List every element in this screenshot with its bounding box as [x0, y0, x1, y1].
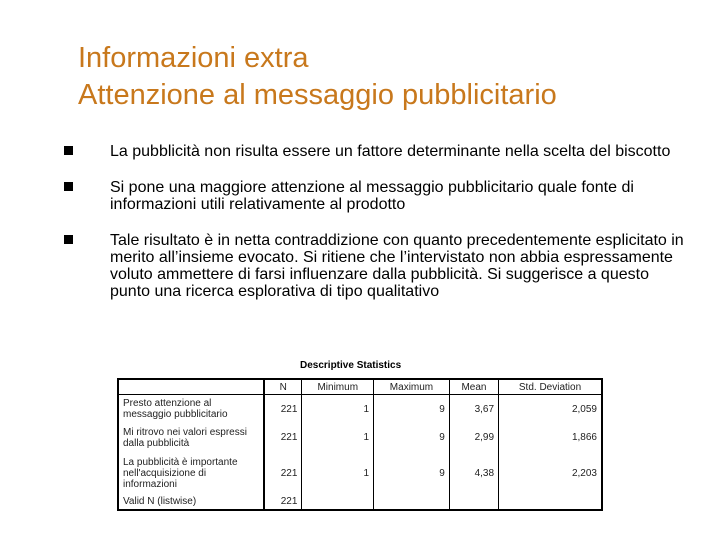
header-cell	[119, 380, 264, 395]
cell-mean	[449, 495, 498, 509]
cell-minimum: 1	[302, 424, 374, 452]
stats-table-frame	[117, 378, 603, 511]
table-header-row	[119, 380, 601, 395]
cell-std-deviation: 1,866	[499, 424, 601, 452]
square-bullet-icon	[64, 235, 73, 244]
table-row	[119, 424, 601, 452]
square-bullet-icon	[64, 146, 73, 155]
bullet-item	[64, 179, 684, 213]
slide-title-line-1: Informazioni extra	[78, 42, 309, 74]
cell-minimum: 1	[302, 395, 374, 424]
cell-n: 221	[264, 495, 302, 509]
bullet-list	[64, 143, 684, 319]
cell-mean: 4,38	[449, 452, 498, 495]
slide-title-line-2: Attenzione al messaggio pubblicitario	[78, 79, 557, 111]
cell-std-deviation	[499, 495, 601, 509]
table-row	[119, 452, 601, 495]
cell-mean: 3,67	[449, 395, 498, 424]
cell-minimum	[302, 495, 374, 509]
cell-maximum: 9	[374, 424, 450, 452]
table-row	[119, 395, 601, 424]
cell-maximum: 9	[374, 452, 450, 495]
cell-n: 221	[264, 424, 302, 452]
header-cell-maximum: Maximum	[374, 380, 450, 395]
cell-n: 221	[264, 452, 302, 495]
cell-maximum: 9	[374, 395, 450, 424]
bullet-item	[64, 143, 684, 160]
row-label: Mi ritrovo nei valori espressi dalla pubblicità	[123, 426, 247, 449]
cell-std-deviation: 2,203	[499, 452, 601, 495]
header-cell-n: N	[264, 380, 302, 395]
bullet-item	[64, 232, 684, 300]
cell-minimum: 1	[302, 452, 374, 495]
square-bullet-icon	[64, 182, 73, 191]
row-label: La pubblicità è importante nell'acquisizione di informazioni	[123, 456, 238, 490]
bullet-text: Si pone una maggiore attenzione al messaggio pubblicitario quale fonte di informazioni utili relativamente al prodotto	[110, 179, 634, 213]
bullet-text: Tale risultato è in netta contraddizione con quanto precedentemente esplicitato in merito all’insieme evocato. Si ritiene che l’intervistato non abbia espressamente voluto ammettere di farsi influenzare dalla pubblicità. Si suggerisce a questo punto una ricerca esplorativa di tipo qualitativo	[110, 232, 684, 300]
stats-table-title: Descriptive Statistics	[300, 360, 402, 371]
header-cell-minimum: Minimum	[302, 380, 374, 395]
row-label: Valid N (listwise)	[123, 496, 197, 508]
cell-std-deviation: 2,059	[499, 395, 601, 424]
table-row	[119, 495, 601, 509]
header-cell-std-deviation: Std. Deviation	[499, 380, 601, 395]
descriptive-stats-table	[119, 380, 601, 509]
row-label: Presto attenzione al messaggio pubblicitario	[123, 398, 228, 421]
bullet-text: La pubblicità non risulta essere un fattore determinante nella scelta del biscotto	[110, 143, 671, 160]
cell-mean: 2,99	[449, 424, 498, 452]
header-cell-mean: Mean	[449, 380, 498, 395]
cell-maximum	[374, 495, 450, 509]
cell-n: 221	[264, 395, 302, 424]
slide-title	[78, 40, 557, 114]
